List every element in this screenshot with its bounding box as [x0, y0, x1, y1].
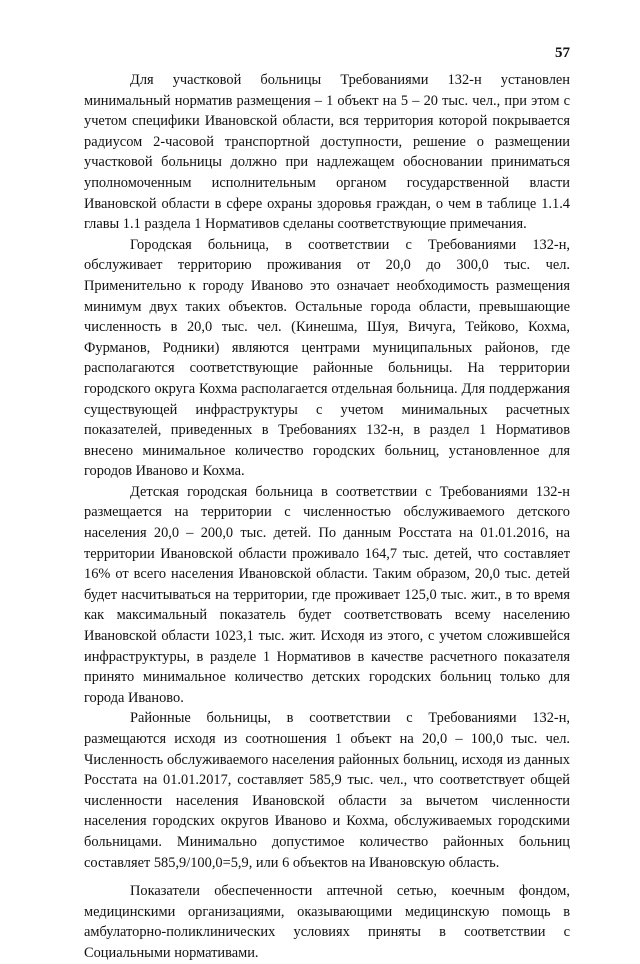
page-number: 57: [555, 45, 570, 61]
document-body: [84, 70, 570, 964]
paragraph-rural-district-hospitals: Районные больницы, в соответствии с Требованиями 132-н, размещаются исходя из соотношения 1 объект на 20,0 – 100,0 тыс. чел. Численность обслуживаемого населения районных больниц, исходя из данных Росстата на 01.01.2017, составляет 585,9 тыс. чел., что соответствует общей численности населения Ивановской области за вычетом численности населения городских округов Иваново и Кохма, обслуживаемых городскими больницами. Минимально допустимое количество районных больниц составляет 585,9/100,0=5,9, или 6 объектов на Ивановскую область.: [84, 710, 570, 871]
paragraph-children-hospital: Детская городская больница в соответствии с Требованиями 132-н размещается на территории с численностью обслуживаемого детского населения 20,0 – 200,0 тыс. детей. По данным Росстата на 01.01.2016, на территории Ивановской области проживало 164,7 тыс. детей, что составляет 16% от всего населения Ивановской области. Таким образом, 20,0 тыс. детей будет насчитываться на территории, где проживает 125,0 тыс. жит., в то время как максимальный показатель будет соответствовать всему населению Ивановской области 1023,1 тыс. жит. Исходя из этого, с учетом сложившейся инфраструктуры, в разделе 1 Нормативов в качестве расчетного показателя принято минимальное количество детских городских больниц только для города Иваново.: [84, 483, 570, 706]
paragraph-district-hospital: Для участковой больницы Требованиями 132-н установлен минимальный норматив размещения – 1 объект на 5 – 20 тыс. чел., при этом с учетом специфики Ивановской области, вся территория которой покрывается радиусом 2-часовой транспортной доступности, решение о размещении участковой больницы должно при надлежащем обосновании приниматься уполномоченным исполнительным органом государственной власти Ивановской области в сфере охраны здоровья граждан, о чем в таблице 1.1.4 главы 1.1 раздела 1 Нормативов сделаны соответствующие примечания.: [84, 72, 570, 233]
paragraph-pharmacy-indicators: Показатели обеспеченности аптечной сетью, коечным фондом, медицинскими организациями, оказывающими медицинскую помощь в амбулаторно-поликлинических условиях приняты в соответствии с Социальными нормативами.: [84, 883, 570, 961]
paragraph-city-hospital: Городская больница, в соответствии с Требованиями 132-н, обслуживает территорию проживания от 20,0 до 300,0 тыс. чел. Применительно к городу Иваново это означает необходимость размещения минимум двух таких объектов. Остальные города области, превышающие численность в 20,0 тыс. чел. (Кинешма, Шуя, Вичуга, Тейково, Кохма, Фурманов, Родники) являются центрами муниципальных районов, где располагаются соответствующие районные больницы. На территории городского округа Кохма располагается отдельная больница. Для поддержания существующей инфраструктуры с учетом минимальных расчетных показателей, приведенных в Требованиях 132-н, в раздел 1 Нормативов внесено минимальное количество городских больниц, установленное для городов Иваново и Кохма.: [84, 236, 570, 480]
